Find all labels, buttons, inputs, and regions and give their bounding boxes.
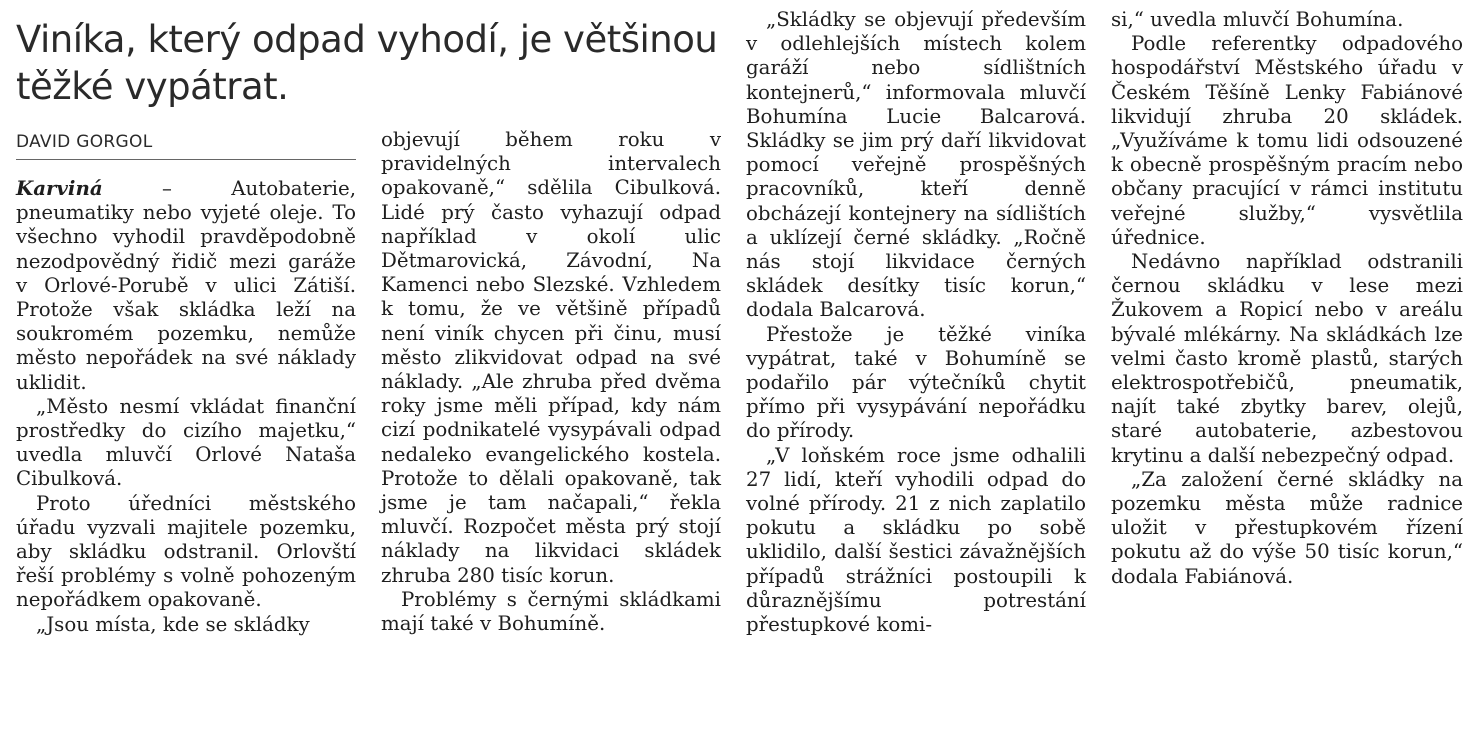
paragraph: Problémy s černými skládkami mají také v Bohumíně. — [381, 587, 721, 636]
paragraph: objevují během roku v pravidelných intervalech opakovaně,“ sdělila Cibulková. Lidé prý často vyhazují odpad například v okolí ulic Dětmarovická, Závodní, Na Kamenci nebo Slezské. Vzhledem k tomu, že ve většině případů není viník chycen při činu, musí město zlikvidovat odpad na své náklady. „Ale zhruba před dvěma roky jsme měli případ, kdy nám cizí podnikatelé vysypávali odpad nedaleko evangelického kostela. Protože to dělali opakovaně, tak jsme je tam načapali,“ řekla mluvčí. Rozpočet města prý stojí náklady na likvidaci skládek zhruba 280 tisíc korun. — [381, 128, 721, 587]
article-column-4 — [1111, 8, 1463, 589]
paragraph: Podle referentky odpadového hospodářství Městského úřadu v Českém Těšíně Lenky Fabiánové likvidují zhruba 20 skládek. „Využíváme k tomu lidi odsouzené k obecně prospěšným pracím nebo občany pracující v rámci institutu veřejné služby,“ vysvětlila úřednice. — [1111, 32, 1463, 249]
paragraph: „Skládky se objevují především v odlehlejších místech kolem garáží nebo sídlištních kontejnerů,“ informovala mluvčí Bohumína Lucie Balcarová. Skládky se jim prý daří likvidovat pomocí veřejně prospěšných pracovníků, kteří denně obcházejí kontejnery na sídlištích a uklízejí černé skládky. „Ročně nás stojí likvidace černých skládek desítky tisíc korun,“ dodala Balcarová. — [746, 8, 1086, 322]
byline: DAVID GORGOL — [16, 132, 356, 160]
paragraph: „Za založení černé skládky na pozemku města může radnice uložit v přestupkovém řízení pokutu až do výše 50 tisíc korun,“ dodala Fabiánová. — [1111, 467, 1463, 588]
article-column-3 — [746, 8, 1086, 637]
paragraph: „Jsou místa, kde se skládky — [36, 612, 310, 636]
article-deck: Viníka, který odpad vyhodí, je většinou těžké vypátrat. — [16, 18, 718, 108]
paragraph: Přestože je těžké viníka vypátrat, také v Bohumíně se podařilo pár výtečníků chytit přímo při vysypávání nepořádku do přírody. — [746, 322, 1086, 443]
article-column-1 — [16, 176, 356, 637]
article-column-2 — [381, 128, 721, 636]
paragraph: Nedávno například odstranili černou skládku v lese mezi Žukovem a Ropicí nebo v areálu bývalé mlékárny. Na skládkách lze velmi často kromě plastů, starých elektrospotřebičů, pneumatik, najít také zbytky barev, olejů, staré autobaterie, azbestovou krytinu a další nebezpečný odpad. — [1111, 250, 1463, 467]
paragraph: si,“ uvedla mluvčí Bohumína. — [1111, 8, 1404, 31]
paragraph: „Město nesmí vkládat finanční prostředky do cizího majetku,“ uvedla mluvčí Orlové Nataša Cibulková. — [16, 394, 356, 491]
dateline-place: Karviná — [16, 176, 103, 200]
lead-paragraph — [16, 176, 356, 395]
paragraph: „V loňském roce jsme odhalili 27 lidí, kteří vyhodili odpad do volné přírody. 21 z nich zaplatilo pokutu a skládku po sobě uklidilo, další šestici závažnějších případů strážníci postoupili k důraznějšímu potrestání přestupkové komi- — [746, 443, 1086, 637]
paragraph: Proto úředníci městského úřadu vyzvali majitele pozemku, aby skládku odstranil. Orlovští řeší problémy s volně pohozeným nepořádkem opakovaně. — [16, 491, 356, 612]
lead-text: – Autobaterie, pneumatiky nebo vyjeté oleje. To všechno vyhodil pravděpodobně nezodpovědný řidič mezi garáže v Orlové-Porubě v ulici Zátiší. Protože však skládka leží na soukromém pozemku, nemůže město nepořádek na své náklady uklidit. — [16, 177, 356, 394]
